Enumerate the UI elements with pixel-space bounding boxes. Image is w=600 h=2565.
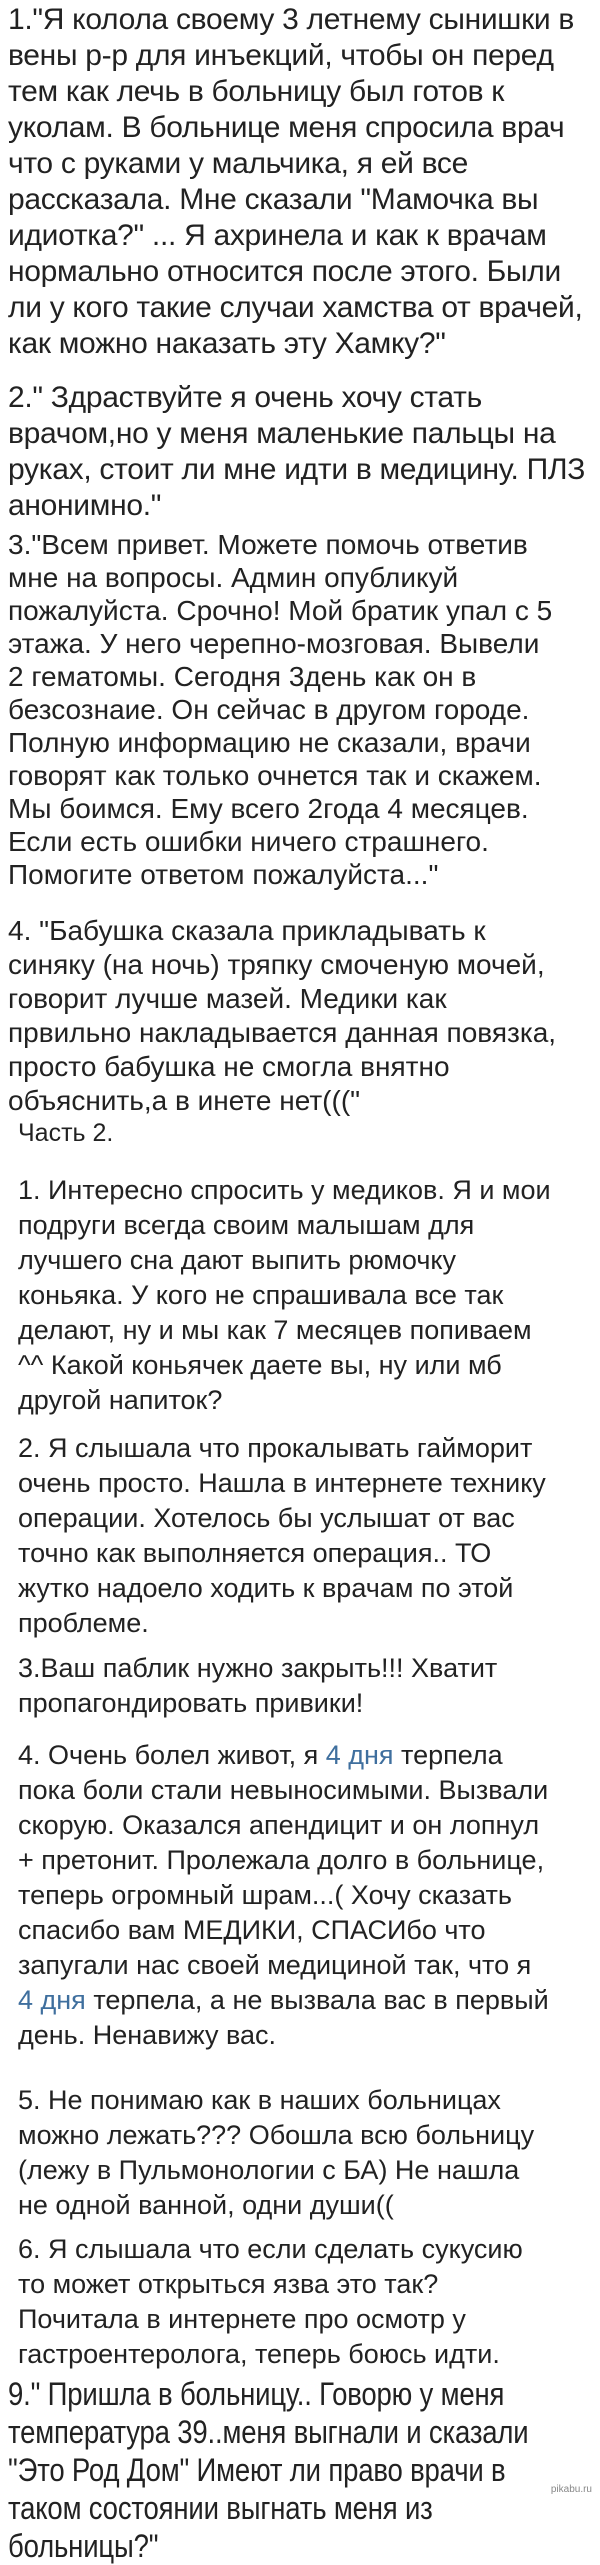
text-line: гастроентеролога, теперь боюсь идти. (18, 2339, 500, 2369)
text-line: пока боли стали невыносимыми. Вызвали (18, 1775, 549, 1805)
text-line: (лежу в Пульмонологии с БА) Не нашла (18, 2155, 520, 2185)
text-line: синяку (на ночь) тряпку смоченую мочей, (8, 949, 545, 980)
text-segment: терпела (393, 1740, 503, 1770)
highlight-text: 4 дня (18, 1985, 86, 2015)
text-line (18, 1738, 600, 1773)
text-line: пожалуйста. Срочно! Мой братик упал с 5 (8, 595, 553, 626)
text-line: температура 39..меня выгнали и сказали (8, 2414, 529, 2450)
text-line: жутко надоело ходить к врачам по этой (18, 1573, 514, 1603)
text-line: 2. Я слышала что прокалывать гайморит (18, 1433, 533, 1463)
text-line: идиотка?" ... Я ахринела и как к врачам (8, 219, 547, 252)
text-line: очень просто. Нашла в интернете технику (18, 1468, 546, 1498)
text-line: точно как выполняется операция.. ТО (18, 1538, 492, 1568)
part2-question-1 (18, 1173, 600, 1418)
text-line: спасибо вам МЕДИКИ, СПАСИбо что (18, 1915, 486, 1945)
text-line: просто бабушка не смогла внятно (8, 1051, 450, 1082)
text-line: теперь огромный шрам...( Хочу сказать (18, 1880, 512, 1910)
text-line: говорят как только очнется так и скажем. (8, 760, 542, 791)
text-line: Помогите ответом пожалуйста..." (8, 859, 439, 890)
text-line: 6. Я слышала что если сделать сукусию (18, 2234, 523, 2264)
text-line: день. Ненавижу вас. (18, 2020, 277, 2050)
text-line: как можно наказать эту Хамку?" (8, 327, 446, 360)
text-line: безсознаие. Он сейчас в другом городе. (8, 694, 530, 725)
text-line: 4. "Бабушка сказала прикладывать к (8, 915, 486, 946)
watermark: pikabu.ru (550, 2484, 592, 2495)
text-line: 9." Пришла в больницу.. Говорю у меня (8, 2376, 505, 2412)
text-line: коньяка. У кого не спрашивала все так (18, 1280, 504, 1310)
text-line: таком состоянии выгнать меня из (8, 2490, 433, 2526)
text-line: Если есть ошибки ничего страшнего. (8, 826, 489, 857)
text-line: вены р-р для инъекций, чтобы он перед (8, 39, 554, 72)
text-line: рассказала. Мне сказали "Мамочка вы (8, 183, 539, 216)
text-line: 1. Интересно спросить у медиков. Я и мои (18, 1175, 551, 1205)
text-line: объяснить,а в инете нет(((" (8, 1085, 361, 1116)
text-line: пропагондировать привики! (18, 1688, 364, 1718)
text-line: 2." Здраствуйте я очень хочу стать (8, 381, 482, 414)
text-line: скорую. Оказался апендицит и он лопнул (18, 1810, 540, 1840)
text-line: больницы?" (8, 2528, 159, 2564)
text-line: 5. Не понимаю как в наших больницах (18, 2085, 501, 2115)
text-line: тем как лечь в больницу был готов к (8, 75, 505, 108)
part2-question-9 (8, 2375, 528, 2565)
text-line: Почитала в интернете про осмотр у (18, 2304, 466, 2334)
text-line: операции. Хотелось бы услышат от вас (18, 1503, 515, 1533)
text-line: Часть 2. (18, 1119, 114, 1147)
text-line: 1."Я колола своему 3 летнему сынишки в (8, 3, 575, 36)
text-line: проблеме. (18, 1608, 149, 1638)
text-line: Мы боимся. Ему всего 2года 4 месяцев. (8, 793, 529, 824)
text-line: ли у кого такие случаи хамства от врачей, (8, 291, 583, 324)
text-line: то может открыться язва это так? (18, 2269, 439, 2299)
part2-question-6 (18, 2232, 600, 2372)
text-line: 3.Ваш паблик нужно закрыть!!! Хватит (18, 1653, 498, 1683)
question-2 (8, 380, 600, 524)
text-segment: терпела, а не вызвала вас в первый (85, 1985, 549, 2015)
text-line: врачом,но у меня маленькие пальцы на (8, 417, 556, 450)
text-segment: 4. Очень болел живот, я (18, 1740, 326, 1770)
text-line: првильно накладывается данная повязка, (8, 1017, 557, 1048)
text-line: говорит лучше мазей. Медики как (8, 983, 447, 1014)
question-3 (8, 528, 600, 891)
text-line: можно лежать??? Обошла всю больницу (18, 2120, 535, 2150)
part-2-header (18, 1118, 600, 1148)
question-4 (8, 914, 600, 1118)
text-line: анонимно." (8, 489, 162, 522)
text-line: Полную информацию не сказали, врачи (8, 727, 531, 758)
part2-question-5 (18, 2083, 600, 2223)
question-1 (8, 2, 600, 362)
text-line: руках, стоит ли мне идти в медицину. ПЛЗ (8, 453, 586, 486)
text-line: запугали нас своей медициной так, что я (18, 1950, 532, 1980)
highlight-text: 4 дня (325, 1740, 394, 1770)
text-line: этажа. У него черепно-мозговая. Вывели (8, 628, 540, 659)
text-line: лучшего сна дают выпить рюмочку (18, 1245, 457, 1275)
part2-question-3 (18, 1651, 600, 1721)
text-line: "Это Род Дом" Имеют ли право врачи в (8, 2452, 506, 2488)
text-line: не одной ванной, одни души(( (18, 2190, 394, 2220)
text-line: + претонит. Пролежала долго в больнице, (18, 1845, 545, 1875)
part2-question-4 (18, 1738, 600, 2053)
text-line: уколам. В больнице меня спросила врач (8, 111, 565, 144)
text-line: ^^ Какой коньячек даете вы, ну или мб (18, 1350, 502, 1380)
text-line: подруги всегда своим малышам для (18, 1210, 475, 1240)
text-line (18, 1983, 600, 2018)
text-line: 3."Всем привет. Можете помочь ответив (8, 529, 528, 560)
text-line: нормально относится после этого. Были (8, 255, 561, 288)
text-line: 2 гематомы. Сегодня 3день как он в (8, 661, 477, 692)
text-line: что с руками у мальчика, я ей все (8, 147, 468, 180)
part2-question-2 (18, 1431, 600, 1641)
text-line: другой напиток? (18, 1385, 223, 1415)
text-line: делают, ну и мы как 7 месяцев попиваем (18, 1315, 532, 1345)
text-line: мне на вопросы. Админ опубликуй (8, 562, 459, 593)
